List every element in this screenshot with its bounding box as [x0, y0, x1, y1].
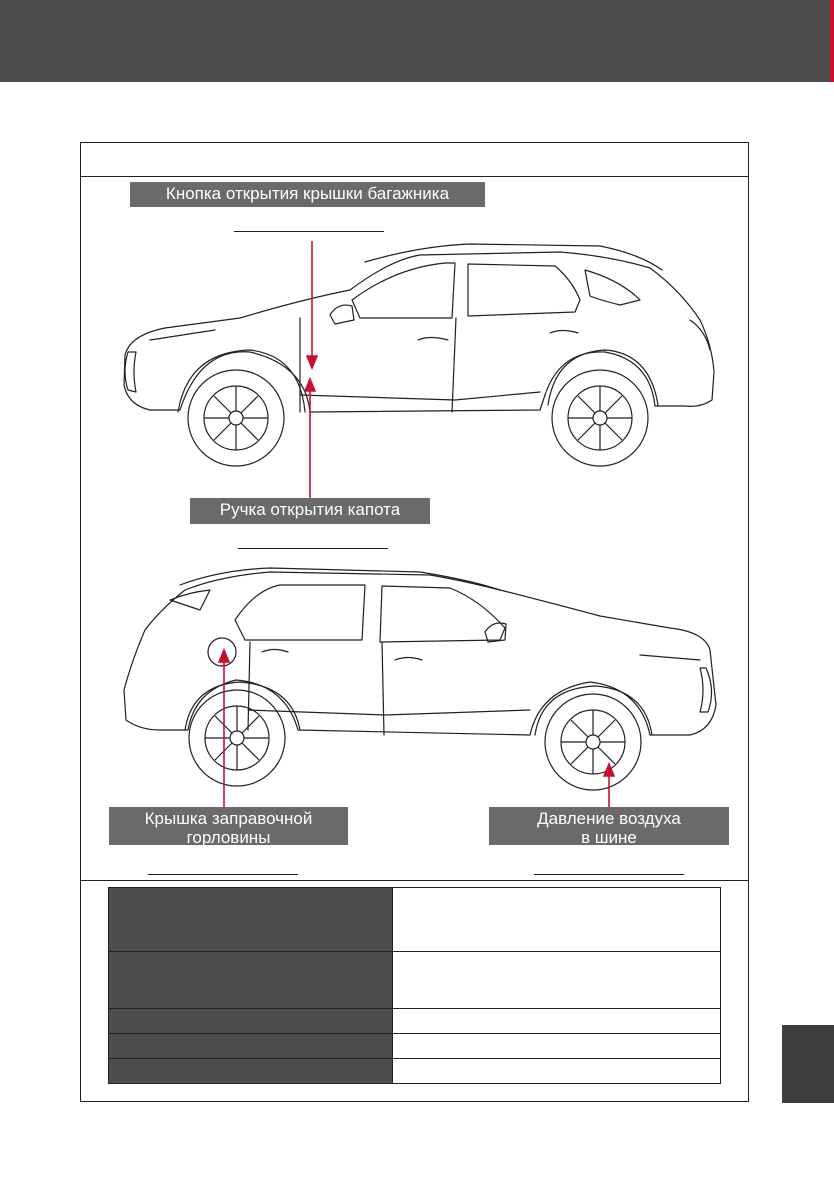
table-row — [109, 1009, 721, 1034]
table-row — [109, 1059, 721, 1084]
vehicle-side-view-left-wheels — [188, 370, 648, 466]
spec-label-cell — [109, 952, 393, 1009]
rule-top-left — [234, 231, 384, 232]
vehicle-side-view-right-wheels — [189, 690, 641, 790]
callout-arrows — [219, 241, 614, 808]
table-row — [109, 952, 721, 1009]
chapter-side-tab — [782, 1025, 834, 1103]
hood-handle-label: Ручка открытия капота — [190, 498, 430, 524]
rule-middle — [238, 548, 388, 549]
table-row — [109, 1034, 721, 1059]
vehicle-side-view-right — [124, 568, 716, 735]
spec-value-cell — [393, 1059, 721, 1084]
spec-label-cell — [109, 1009, 393, 1034]
spec-value-cell — [393, 1034, 721, 1059]
spec-label-cell — [109, 1034, 393, 1059]
spec-value-cell — [393, 1009, 721, 1034]
tire-pressure-label: Давление воздуха в шине — [489, 807, 729, 845]
spec-table — [108, 887, 721, 1084]
spec-value-cell — [393, 888, 721, 952]
spec-label-cell — [109, 1059, 393, 1084]
table-row — [109, 888, 721, 952]
spec-label-cell — [109, 888, 393, 952]
fuel-cap-label: Крышка заправочной горловины — [109, 807, 348, 845]
rule-bottom-right — [534, 874, 684, 875]
spec-value-cell — [393, 952, 721, 1009]
rule-bottom-left — [148, 874, 298, 875]
vehicle-side-view-left — [124, 244, 714, 412]
trunk-button-label: Кнопка открытия крышки багажника — [130, 182, 485, 207]
